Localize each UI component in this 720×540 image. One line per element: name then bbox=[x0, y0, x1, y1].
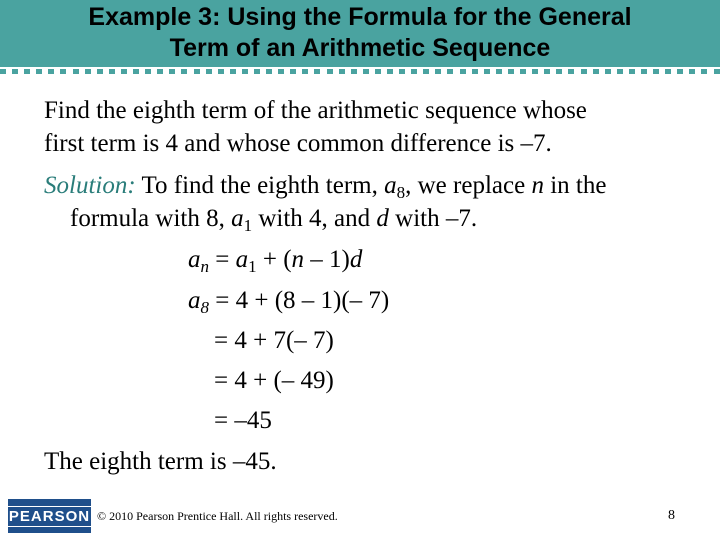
solution-line-2 bbox=[70, 204, 477, 241]
divider-dash bbox=[0, 69, 6, 74]
divider-dash bbox=[423, 69, 429, 74]
slide-title bbox=[0, 2, 720, 64]
divider-dash bbox=[97, 69, 103, 74]
divider-dash bbox=[242, 69, 248, 74]
divider-dash bbox=[447, 69, 453, 74]
title-line-1: Example 3: Using the Formula for the General bbox=[88, 3, 632, 31]
divider-dash bbox=[653, 69, 659, 74]
divider-dash bbox=[60, 69, 66, 74]
dashed-divider bbox=[0, 67, 720, 75]
variable-a: a bbox=[235, 246, 249, 273]
divider-dash bbox=[363, 69, 369, 74]
divider-dash bbox=[194, 69, 200, 74]
divider-dash bbox=[290, 69, 296, 74]
divider-dash bbox=[278, 69, 284, 74]
divider-dash bbox=[73, 69, 79, 74]
divider-dash bbox=[218, 69, 224, 74]
divider-dash bbox=[109, 69, 115, 74]
divider-dash bbox=[556, 69, 562, 74]
subscript: 1 bbox=[248, 257, 257, 276]
divider-dash bbox=[12, 69, 18, 74]
subscript: 8 bbox=[200, 298, 209, 317]
divider-dash bbox=[133, 69, 139, 74]
equation-text: = 4 + (8 – 1)(– 7) bbox=[209, 287, 390, 314]
title-line-2: Term of an Arithmetic Sequence bbox=[169, 34, 551, 62]
variable-a: a bbox=[188, 246, 201, 273]
divider-dash bbox=[181, 69, 187, 74]
variable-n: n bbox=[291, 246, 305, 273]
divider-dash bbox=[496, 69, 502, 74]
divider-dash bbox=[302, 69, 308, 74]
variable-a: a bbox=[188, 287, 201, 314]
variable-a: a bbox=[231, 205, 244, 232]
solution-text: , we replace bbox=[405, 172, 532, 199]
solution-label: Solution: bbox=[44, 172, 136, 199]
equation-step-4: = 4 + (– 49) bbox=[214, 367, 334, 394]
subscript: n bbox=[200, 257, 209, 276]
divider-dash bbox=[169, 69, 175, 74]
divider-dash bbox=[387, 69, 393, 74]
solution-text: with –7. bbox=[388, 205, 478, 232]
subscript: 8 bbox=[396, 183, 406, 202]
solution-text: To find the eighth term, bbox=[141, 172, 385, 199]
divider-dash bbox=[677, 69, 683, 74]
copyright-notice: © 2010 Pearson Prentice Hall. All rights reserved. bbox=[97, 509, 338, 523]
solution-text: formula with 8, bbox=[70, 205, 232, 232]
page-number: 8 bbox=[668, 508, 675, 523]
divider-dash bbox=[714, 69, 720, 74]
divider-dash bbox=[544, 69, 550, 74]
divider-dash bbox=[266, 69, 272, 74]
equation-substitution bbox=[188, 286, 389, 323]
divider-dash bbox=[605, 69, 611, 74]
divider-dash bbox=[411, 69, 417, 74]
divider-dash bbox=[375, 69, 381, 74]
equation-text: + ( bbox=[256, 246, 292, 273]
divider-dash bbox=[85, 69, 91, 74]
conclusion: The eighth term is –45. bbox=[44, 448, 277, 475]
divider-dash bbox=[581, 69, 587, 74]
divider-dash bbox=[206, 69, 212, 74]
equation-text: – 1) bbox=[304, 246, 350, 273]
variable-a: a bbox=[384, 172, 397, 199]
variable-n: n bbox=[531, 172, 544, 199]
divider-dash bbox=[314, 69, 320, 74]
logo-text: PEARSON bbox=[6, 506, 93, 527]
divider-dash bbox=[617, 69, 623, 74]
divider-dash bbox=[689, 69, 695, 74]
divider-dash bbox=[484, 69, 490, 74]
divider-dash bbox=[641, 69, 647, 74]
solution-text: with 4, and bbox=[252, 205, 377, 232]
equation-general-formula bbox=[188, 245, 362, 282]
divider-dash bbox=[339, 69, 345, 74]
divider-dash bbox=[327, 69, 333, 74]
variable-d: d bbox=[349, 246, 363, 273]
subscript: 1 bbox=[243, 216, 253, 235]
divider-dash bbox=[399, 69, 405, 74]
divider-dash bbox=[145, 69, 151, 74]
solution-text: in the bbox=[543, 172, 607, 199]
divider-dash bbox=[665, 69, 671, 74]
equation-step-3: = 4 + 7(– 7) bbox=[214, 327, 334, 354]
divider-dash bbox=[508, 69, 514, 74]
divider-dash bbox=[460, 69, 466, 74]
divider-dash bbox=[520, 69, 526, 74]
problem-line-2: first term is 4 and whose common difference is –7. bbox=[44, 130, 552, 157]
divider-dash bbox=[254, 69, 260, 74]
divider-dash bbox=[532, 69, 538, 74]
divider-dash bbox=[351, 69, 357, 74]
divider-dash bbox=[121, 69, 127, 74]
equals: = bbox=[209, 246, 236, 273]
divider-dash bbox=[24, 69, 30, 74]
divider-dash bbox=[593, 69, 599, 74]
equation-result: = –45 bbox=[214, 407, 272, 434]
divider-dash bbox=[568, 69, 574, 74]
solution-line-1 bbox=[44, 171, 606, 208]
divider-dash bbox=[36, 69, 42, 74]
problem-line-1: Find the eighth term of the arithmetic sequence whose bbox=[44, 97, 587, 124]
variable-d: d bbox=[376, 205, 389, 232]
divider-dash bbox=[230, 69, 236, 74]
divider-dash bbox=[472, 69, 478, 74]
divider-dash bbox=[157, 69, 163, 74]
divider-dash bbox=[629, 69, 635, 74]
divider-dash bbox=[48, 69, 54, 74]
divider-dash bbox=[435, 69, 441, 74]
pearson-logo bbox=[8, 499, 91, 533]
divider-dash bbox=[701, 69, 707, 74]
